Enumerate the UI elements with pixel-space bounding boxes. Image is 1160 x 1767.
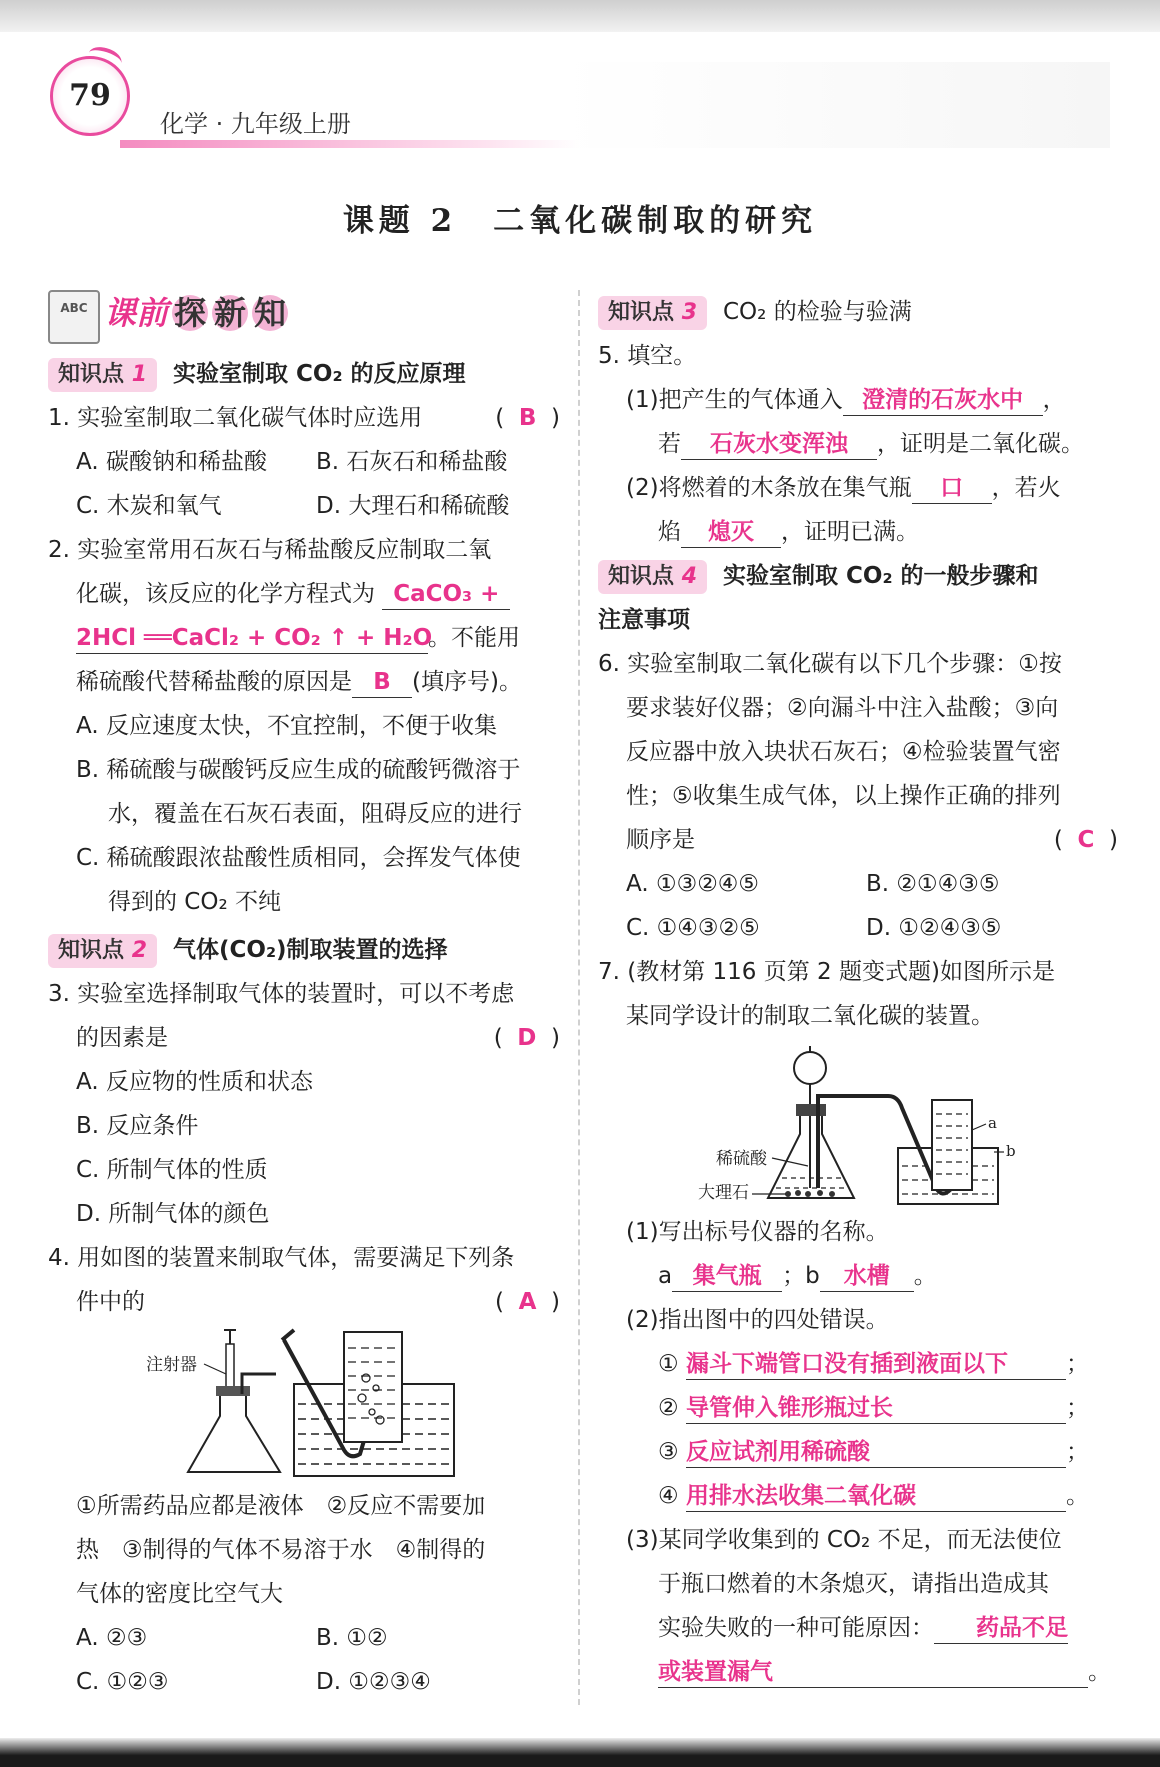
error-line: ③ 反应试剂用稀硫酸 ； bbox=[598, 1430, 1118, 1474]
knowledge-point-2 bbox=[48, 928, 560, 972]
option-row bbox=[48, 1616, 560, 1660]
answer-blank: 导管伸入锥形瓶过长 bbox=[686, 1393, 1066, 1424]
condition-line: 热 ③制得的气体不易溶于水 ④制得的 bbox=[76, 1537, 486, 1563]
kp-title: CO₂ 的检验与验满 bbox=[723, 299, 912, 325]
answer: A bbox=[518, 1289, 537, 1315]
kp-title: 气体(CO₂)制取装置的选择 bbox=[173, 937, 448, 963]
top-edge bbox=[0, 0, 1160, 32]
option: B. ①② bbox=[316, 1625, 388, 1651]
option: A. ②③ bbox=[76, 1625, 148, 1651]
question-7-line: 于瓶口燃着的木条熄灭，请指出造成其 bbox=[658, 1571, 1049, 1597]
bottom-edge bbox=[0, 1738, 1160, 1767]
option: 得到的 CO₂ 不纯 bbox=[108, 889, 282, 915]
page-number: 79 bbox=[50, 56, 130, 136]
question-7-line: (2)指出图中的四处错误。 bbox=[626, 1307, 889, 1333]
question-4-line: 4. 用如图的装置来制取气体，需要满足下列条 bbox=[48, 1245, 515, 1271]
question-5-line: (2)将燃着的木条放在集气瓶 口 ，若火 bbox=[598, 466, 1118, 510]
label-b: b bbox=[1006, 1142, 1016, 1160]
option: A. 反应物的性质和状态 bbox=[76, 1069, 313, 1095]
question-6-line: 反应器中放入块状石灰石；④检验装置气密 bbox=[626, 739, 1061, 765]
option: D. ①②④③⑤ bbox=[866, 915, 1002, 941]
question-7-line: a 集气瓶 ；b 水槽 。 bbox=[598, 1254, 1118, 1298]
answer: C bbox=[1077, 827, 1095, 853]
knowledge-point-4 bbox=[598, 554, 1118, 598]
question-7-line: 某同学设计的制取二氧化碳的装置。 bbox=[626, 1003, 994, 1029]
gas-apparatus-figure bbox=[144, 1324, 464, 1484]
question-2-line: 化碳，该反应的化学方程式为 CaCO₃ + bbox=[48, 572, 560, 616]
label-a: a bbox=[988, 1114, 997, 1132]
section-title-main: 课前 bbox=[104, 294, 169, 332]
question-7-line: 或装置漏气 。 bbox=[598, 1650, 1118, 1694]
question-7-line: (3)某同学收集到的 CO₂ 不足，而无法使位 bbox=[626, 1527, 1062, 1553]
option-row bbox=[598, 862, 1118, 906]
error-line: ② 导管伸入锥形瓶过长 ； bbox=[598, 1386, 1118, 1430]
lesson-title: 课题 2 二氧化碳制取的研究 bbox=[342, 203, 818, 239]
question-5-line: 若 石灰水变浑浊 ，证明是二氧化碳。 bbox=[598, 422, 1118, 466]
answer-blank: B bbox=[352, 667, 412, 698]
question-3-line: 3. 实验室选择制取气体的装置时，可以不考虑 bbox=[48, 981, 515, 1007]
header-shade bbox=[560, 62, 1110, 148]
question-4-line: 件中的 ( A ) bbox=[76, 1289, 560, 1315]
section-char: 知 bbox=[254, 294, 287, 332]
book-icon: ABC bbox=[48, 290, 100, 344]
option: A. 反应速度太快，不宜控制，不便于收集 bbox=[76, 713, 497, 739]
option: A. ①③②④⑤ bbox=[626, 871, 760, 897]
option: C. 稀硫酸跟浓盐酸性质相同，会挥发气体使 bbox=[76, 845, 521, 871]
label-marble: 大理石 bbox=[698, 1183, 749, 1203]
option: A. 碳酸钠和稀盐酸 bbox=[76, 449, 267, 475]
option: C. ①④③②⑤ bbox=[626, 915, 760, 941]
question-3-line: 的因素是 ( D ) bbox=[76, 1025, 560, 1051]
option: B. ②①④③⑤ bbox=[866, 871, 1000, 897]
knowledge-point-1 bbox=[48, 352, 560, 396]
error-line: ① 漏斗下端管口没有插到液面以下 ； bbox=[598, 1342, 1118, 1386]
question-7-line: 实验失败的一种可能原因： 药品不足 bbox=[598, 1606, 1118, 1650]
answer: D bbox=[517, 1025, 537, 1051]
section-header bbox=[48, 282, 560, 352]
option: B. 石灰石和稀盐酸 bbox=[316, 449, 508, 475]
answer-blank: 石灰水变浑浊 bbox=[681, 429, 877, 460]
answer-blank: 用排水法收集二氧化碳 bbox=[686, 1481, 1066, 1512]
answer-blank: 反应试剂用稀硫酸 bbox=[686, 1437, 1066, 1468]
option: B. 反应条件 bbox=[76, 1113, 199, 1139]
option: C. 所制气体的性质 bbox=[76, 1157, 268, 1183]
co2-apparatus-figure bbox=[698, 1038, 1018, 1210]
question-6-line: 顺序是 ( C ) bbox=[626, 827, 1118, 853]
option: D. 所制气体的颜色 bbox=[76, 1201, 270, 1227]
kp-badge: 知识点 3 bbox=[598, 296, 707, 330]
column-divider bbox=[578, 290, 580, 1705]
kp-title-continued: 注意事项 bbox=[598, 607, 690, 633]
book-title: 化学 · 九年级上册 bbox=[160, 110, 351, 138]
option: C. 木炭和氧气 bbox=[76, 493, 222, 519]
answer-blank: 漏斗下端管口没有插到液面以下 bbox=[686, 1349, 1066, 1380]
answer-blank: 药品不足 bbox=[934, 1613, 1068, 1644]
condition-line: ①所需药品应都是液体 ②反应不需要加 bbox=[76, 1493, 486, 1519]
question-5-line: (1)把产生的气体通入 澄清的石灰水中 ， bbox=[598, 378, 1118, 422]
answer-blank: 口 bbox=[912, 473, 992, 504]
kp-badge: 知识点 1 bbox=[48, 358, 157, 392]
header-line bbox=[120, 140, 580, 148]
left-column bbox=[48, 282, 560, 1704]
question-6-line: 性；⑤收集生成气体，以上操作正确的排列 bbox=[626, 783, 1061, 809]
question-5-line: 焰 熄灭 ，证明已满。 bbox=[598, 510, 1118, 554]
section-title bbox=[104, 288, 288, 334]
right-column bbox=[598, 290, 1118, 1694]
option: C. ①②③ bbox=[76, 1669, 169, 1695]
condition-line: 气体的密度比空气大 bbox=[76, 1581, 283, 1607]
question-6-line: 6. 实验室制取二氧化碳有以下几个步骤：①按 bbox=[598, 651, 1062, 677]
option: D. ①②③④ bbox=[316, 1669, 431, 1695]
option-row bbox=[598, 906, 1118, 950]
error-line: ④ 用排水法收集二氧化碳 。 bbox=[598, 1474, 1118, 1518]
question-7-line: (1)写出标号仪器的名称。 bbox=[626, 1219, 889, 1245]
section-char: 探 bbox=[174, 294, 207, 332]
kp-title: 实验室制取 CO₂ 的反应原理 bbox=[173, 361, 466, 387]
syringe-label: 注射器 bbox=[146, 1355, 197, 1375]
option-row bbox=[48, 484, 560, 528]
option: D. 大理石和稀硫酸 bbox=[316, 493, 510, 519]
question-2-line: 2. 实验室常用石灰石与稀盐酸反应制取二氧 bbox=[48, 537, 492, 563]
question-2-line: 2HCl ══CaCl₂ + CO₂ ↑ + H₂O。不能用 bbox=[48, 616, 560, 660]
option-row bbox=[48, 1660, 560, 1704]
question-7-line: 7. (教材第 116 页第 2 题变式题)如图所示是 bbox=[598, 959, 1055, 985]
knowledge-point-3 bbox=[598, 290, 1118, 334]
kp-title: 实验室制取 CO₂ 的一般步骤和 bbox=[723, 563, 1039, 589]
option: 水，覆盖在石灰石表面，阻碍反应的进行 bbox=[108, 801, 522, 827]
kp-badge: 知识点 4 bbox=[598, 560, 707, 594]
answer-blank: 水槽 bbox=[820, 1261, 914, 1292]
answer-blank: 或装置漏气 bbox=[658, 1657, 1088, 1688]
answer-blank: 澄清的石灰水中 bbox=[843, 385, 1043, 416]
section-char: 新 bbox=[214, 294, 247, 332]
kp-badge: 知识点 2 bbox=[48, 934, 157, 968]
answer: B bbox=[518, 405, 537, 431]
option: B. 稀硫酸与碳酸钙反应生成的硫酸钙微溶于 bbox=[76, 757, 521, 783]
question-1-stem: 1. 实验室制取二氧化碳气体时应选用 ( B ) bbox=[48, 405, 560, 431]
answer-blank: 集气瓶 bbox=[672, 1261, 782, 1292]
question-6-line: 要求装好仪器；②向漏斗中注入盐酸；③向 bbox=[626, 695, 1059, 721]
question-5-stem: 5. 填空。 bbox=[598, 343, 697, 369]
label-acid: 稀硫酸 bbox=[716, 1149, 767, 1169]
question-2-line: 稀硫酸代替稀盐酸的原因是 B (填序号)。 bbox=[48, 660, 560, 704]
option-row bbox=[48, 440, 560, 484]
answer-blank: CaCO₃ + bbox=[382, 579, 510, 610]
answer-blank: 熄灭 bbox=[681, 517, 781, 548]
answer-blank: 2HCl ══CaCl₂ + CO₂ ↑ + H₂O bbox=[76, 623, 428, 654]
